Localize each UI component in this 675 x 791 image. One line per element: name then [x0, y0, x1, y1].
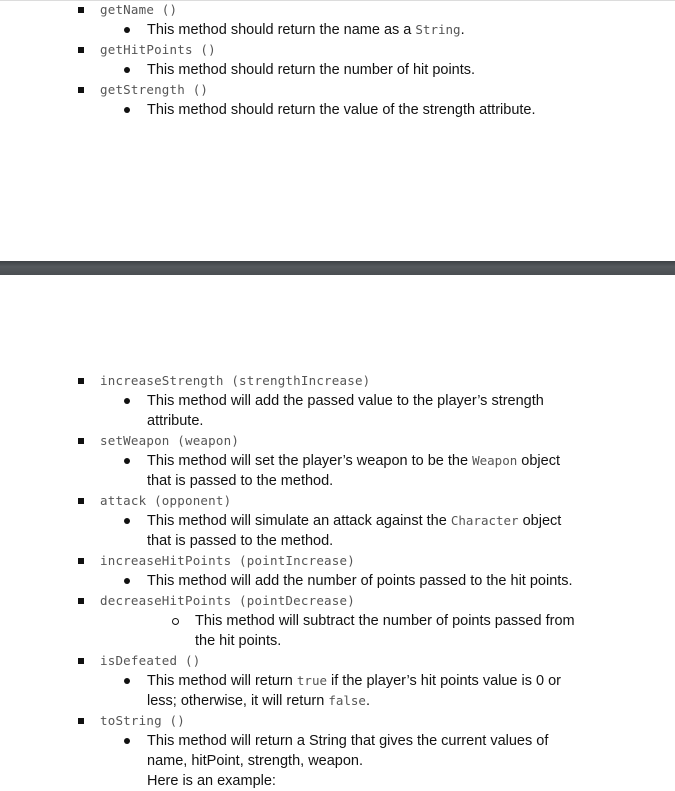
method-signature-row: [0, 0, 587, 20]
round-bullet-icon: [124, 67, 130, 73]
method-description: [0, 60, 587, 80]
method-signature: increaseHitPoints (pointIncrease): [100, 553, 355, 568]
round-bullet-icon: [124, 107, 130, 113]
round-bullet-icon: [124, 398, 130, 404]
method-item: [0, 0, 587, 40]
description-text: This method will return: [147, 673, 297, 689]
square-bullet-icon: [78, 378, 84, 384]
method-item: [0, 40, 587, 80]
method-item: [0, 491, 595, 551]
method-signature: getHitPoints (): [100, 42, 216, 57]
round-bullet-icon: [124, 678, 130, 684]
square-bullet-icon: [78, 658, 84, 664]
description-text: .: [460, 22, 465, 38]
inline-code: false: [328, 693, 366, 708]
method-signature: getStrength (): [100, 82, 209, 97]
inline-code: Character: [450, 513, 519, 528]
method-signature-row: [0, 80, 587, 100]
description-text: object that is passed to the method.: [147, 453, 560, 489]
method-signature-row: [0, 651, 595, 671]
square-bullet-icon: [78, 7, 84, 13]
round-bullet-icon: [124, 518, 130, 524]
method-item: [0, 551, 595, 591]
method-signature-row: [0, 431, 595, 451]
method-item: [0, 591, 595, 651]
document-page-1: [0, 0, 675, 261]
method-item: [0, 651, 595, 711]
method-description: [0, 731, 587, 791]
method-signature: toString (): [100, 713, 185, 728]
description-text: This method will subtract the number of points passed from the hit points.: [195, 613, 575, 649]
method-list-1: [0, 0, 587, 120]
method-description: [0, 511, 587, 551]
square-bullet-icon: [78, 598, 84, 604]
inline-code: true: [296, 673, 327, 688]
round-bullet-icon: [124, 578, 130, 584]
document-page-2: [0, 275, 675, 790]
description-text: This method will add the passed value to the player’s strength attribute.: [147, 393, 544, 429]
method-list-2: [0, 371, 595, 791]
method-description: [0, 100, 587, 120]
description-text: .: [365, 693, 370, 709]
hollow-circle-bullet-icon: [172, 618, 179, 625]
method-signature: attack (opponent): [100, 493, 232, 508]
method-signature-row: [0, 591, 595, 611]
description-text: This method will return a String that gives the current values of name, hitPoint, strength, weapon.: [147, 733, 549, 769]
square-bullet-icon: [78, 438, 84, 444]
method-item: [0, 711, 595, 791]
method-description: [0, 611, 595, 651]
round-bullet-icon: [124, 458, 130, 464]
method-description: [0, 671, 587, 711]
description-text: Here is an example:: [147, 773, 276, 789]
square-bullet-icon: [78, 87, 84, 93]
method-signature: setWeapon (weapon): [100, 433, 240, 448]
description-text: This method should return the name as a: [147, 22, 416, 38]
method-signature: isDefeated (): [100, 653, 201, 668]
method-signature-row: [0, 711, 595, 731]
page-separator: [0, 261, 675, 275]
description-text: This method should return the number of hit points.: [147, 62, 476, 78]
inline-code: Weapon: [472, 453, 518, 468]
method-signature: decreaseHitPoints (pointDecrease): [100, 593, 355, 608]
inline-code: String: [415, 22, 461, 37]
method-signature-row: [0, 551, 595, 571]
method-item: [0, 431, 595, 491]
square-bullet-icon: [78, 47, 84, 53]
description-text: This method should return the value of the strength attribute.: [147, 102, 536, 118]
description-text: This method will add the number of points passed to the hit points.: [147, 573, 573, 589]
method-signature-row: [0, 371, 595, 391]
method-signature: getName (): [100, 2, 178, 17]
method-item: [0, 80, 587, 120]
description-text: This method will set the player’s weapon to be the: [147, 453, 473, 469]
square-bullet-icon: [78, 718, 84, 724]
square-bullet-icon: [78, 498, 84, 504]
square-bullet-icon: [78, 558, 84, 564]
method-signature-row: [0, 491, 595, 511]
method-signature-row: [0, 40, 587, 60]
method-description: [0, 20, 587, 40]
method-description: [0, 571, 587, 591]
round-bullet-icon: [124, 27, 130, 33]
method-signature: increaseStrength (strengthIncrease): [100, 373, 371, 388]
description-text: object that is passed to the method.: [147, 513, 562, 549]
description-text: This method will simulate an attack against the: [147, 513, 451, 529]
method-item: [0, 371, 595, 431]
method-description: [0, 451, 587, 491]
method-description: [0, 391, 587, 431]
description-text: if the player’s hit points value is 0 or less; otherwise, it will return: [147, 673, 562, 709]
round-bullet-icon: [124, 738, 130, 744]
